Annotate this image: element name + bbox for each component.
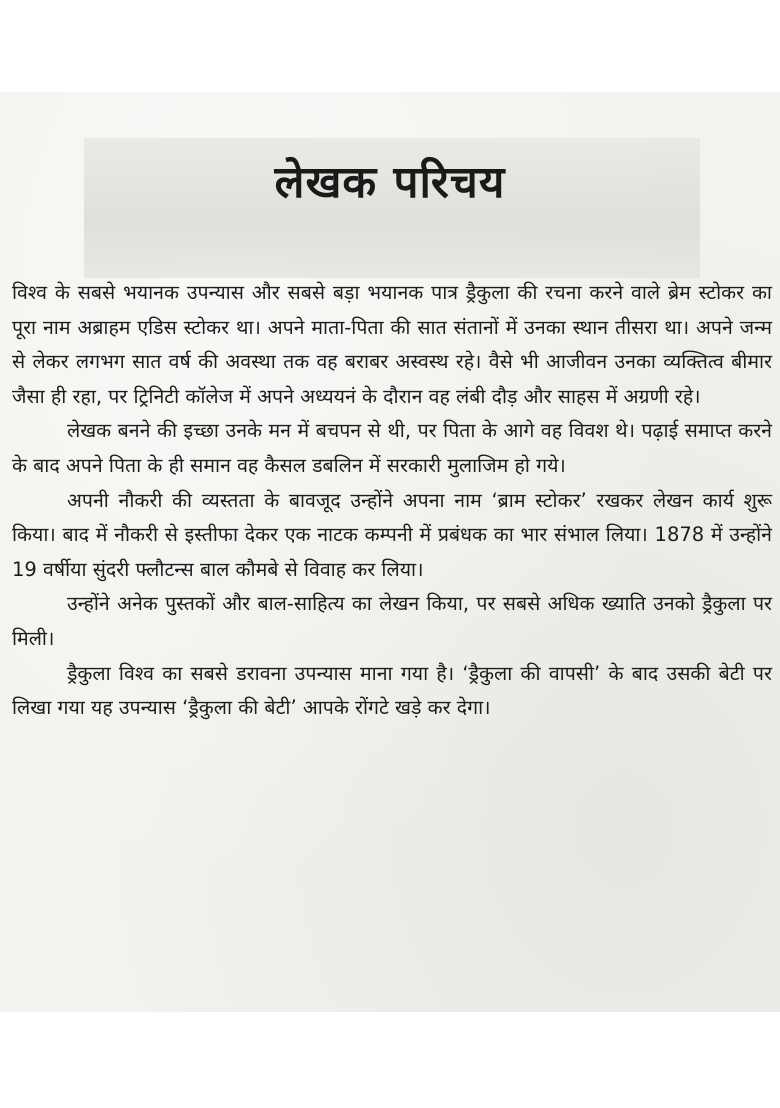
- book-page: [0, 92, 780, 1012]
- body-text: [12, 276, 772, 726]
- paragraph-1: विश्व के सबसे भयानक उपन्यास और सबसे बड़ा भयानक पात्र ड्रैकुला की रचना करने वाले ब्रेम स्टोकर का पूरा नाम अब्राहम एडिस स्टोकर था। अपने माता-पिता की सात संतानों में उनका स्थान तीसरा था। अपने जन्म से लेकर लगभग सात वर्ष की अवस्था तक वह बराबर अस्वस्थ रहे। वैसे भी आजीवन उनका व्यक्तित्व बीमार जैसा ही रहा, पर ट्रिनिटी कॉलेज में अपने अध्ययनं के दौरान वह लंबी दौड़ और साहस में अग्रणी रहे।: [12, 281, 772, 408]
- paragraph-2: लेखक बनने की इच्छा उनके मन में बचपन से थी, पर पिता के आगे वह विवश थे। पढ़ाई समाप्त करने के बाद अपने पिता के ही समान वह कैसल डबलिन में सरकारी मुलाजिम हो गये।: [12, 419, 772, 477]
- paragraph-5: ड्रैकुला विश्व का सबसे डरावना उपन्यास माना गया है। ‘ड्रैकुला की वापसी’ के बाद उसकी बेटी पर लिखा गया यह उपन्यास ‘ड्रैकुला की बेटी’ आपके रोंगटे खड़े कर देगा।: [12, 661, 772, 720]
- page-title: लेखक परिचय: [274, 157, 506, 208]
- paragraph-3: अपनी नौकरी की व्यस्तता के बावजूद उन्होंने अपना नाम ‘ब्राम स्टोकर’ रखकर लेखन कार्य शुरू किया। बाद में नौकरी से इस्तीफा देकर एक नाटक कम्पनी में प्रबंधक का भार संभाल लिया। 1878 में उन्होंने 19 वर्षीया सुंदरी फ्लौटन्स बाल कौमबे से विवाह कर लिया।: [12, 488, 772, 581]
- paragraph-4: उन्होंने अनेक पुस्तकों और बाल-साहित्य का लेखन किया, पर सबसे अधिक ख्याति उनको ड्रैकुला पर मिली।: [12, 592, 772, 650]
